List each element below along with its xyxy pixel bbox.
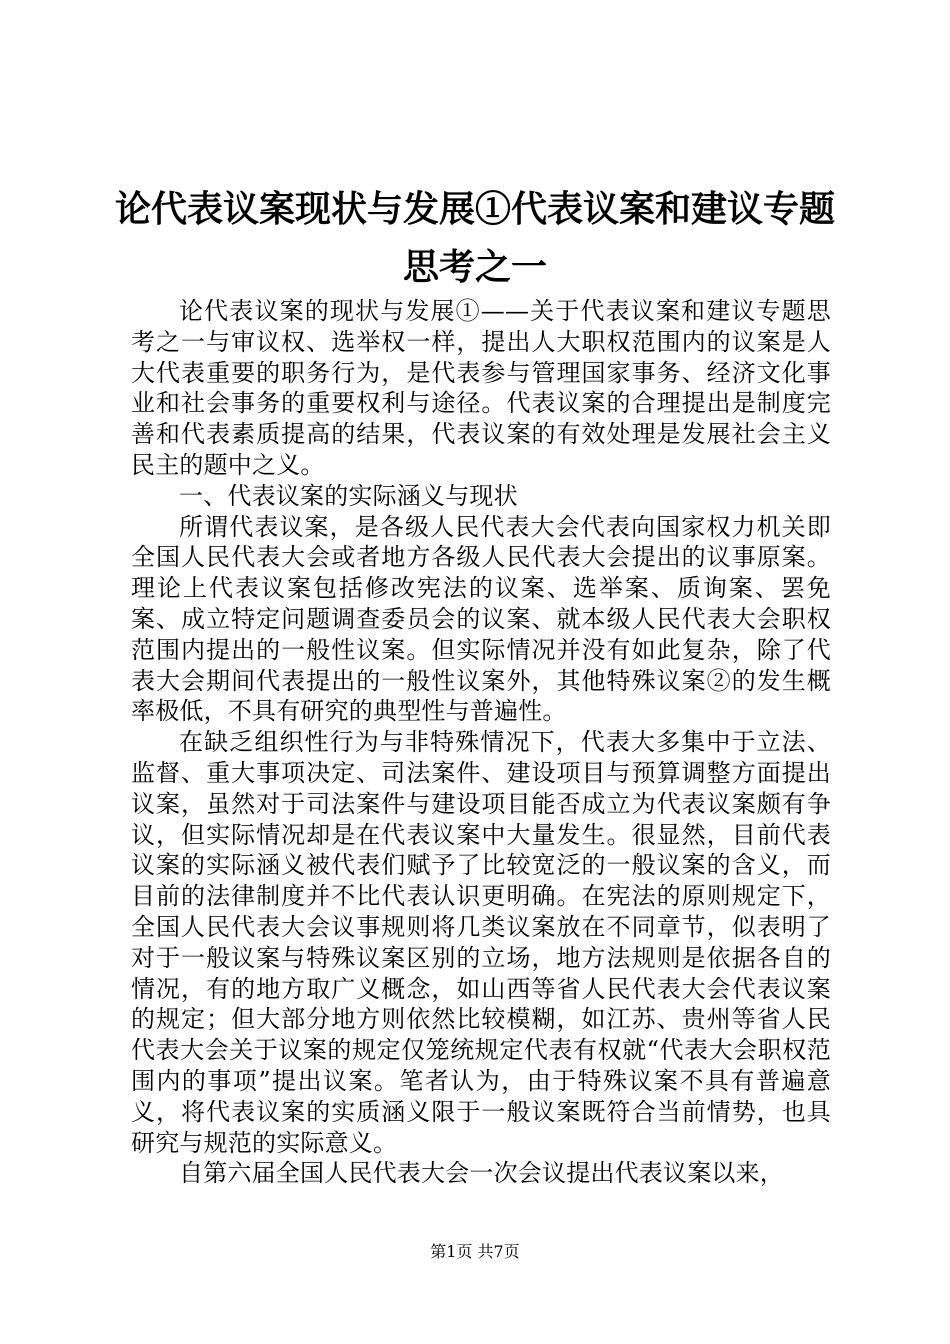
page-footer: 第1页 共7页 <box>430 1242 520 1261</box>
section-heading-1: 一、代表议案的实际涵义与现状 <box>179 481 518 510</box>
paragraph-analysis: 在缺乏组织性行为与非特殊情况下，代表大多集中于立法、监督、重大事项决定、司法案件、建设项目与预算调整方面提出议案，虽然对于司法案件与建设项目能否成立为代表议案颇有争议，但实际情况却是在代表议案中大量发生。很显然，目前代表议案的实际涵义被代表们赋予了比较宽泛的一般议案的含义，而目前的法律制度并不比代表认识更明确。在宪法的原则规定下，全国人民代表大会议事规则将几类议案放在不同章节，似表明了对于一般议案与特殊议案区别的立场，地方法规则是依据各自的情况，有的地方取广义概念，如山西等省人民代表大会代表议案的规定；但大部分地方则依然比较模糊，如江苏、贵州等省人民代表大会关于议案的规定仅笼统规定代表有权就“代表大会职权范围内的事项”提出议案。笔者认为，由于特殊议案不具有普遍意义，将代表议案的实质涵义限于一般议案既符合当前情势，也具研究与规范的实际意义。 <box>131 728 831 1157</box>
paragraph-history: 自第六届全国人民代表大会一次会议提出代表议案以来， <box>179 1159 784 1188</box>
document-title-line-2: 思考之一 <box>402 246 547 288</box>
paragraph-definition: 所谓代表议案，是各级人民代表大会代表向国家权力机关即全国人民代表大会或者地方各级人民代表大会提出的议事原案。理论上代表议案包括修改宪法的议案、选举案、质询案、罢免案、成立特定问题调查委员会的议案、就本级人民代表大会职权范围内提出的一般性议案。但实际情况并没有如此复杂，除了代表大会期间代表提出的一般性议案外，其他特殊议案②的发生概率极低，不具有研究的典型性与普遍性。 <box>131 512 831 726</box>
paragraph-intro: 论代表议案的现状与发展①——关于代表议案和建议专题思考之一与审议权、选举权一样，提出人大职权范围内的议案是人大代表重要的职务行为，是代表参与管理国家事务、经济文化事业和社会事务的重要权利与途径。代表议案的合理提出是制度完善和代表素质提高的结果，代表议案的有效处理是发展社会主义民主的题中之义。 <box>131 297 831 479</box>
document-body <box>131 296 831 1189</box>
document-title-line-1: 论代表议案现状与发展①代表议案和建议专题 <box>114 188 835 230</box>
